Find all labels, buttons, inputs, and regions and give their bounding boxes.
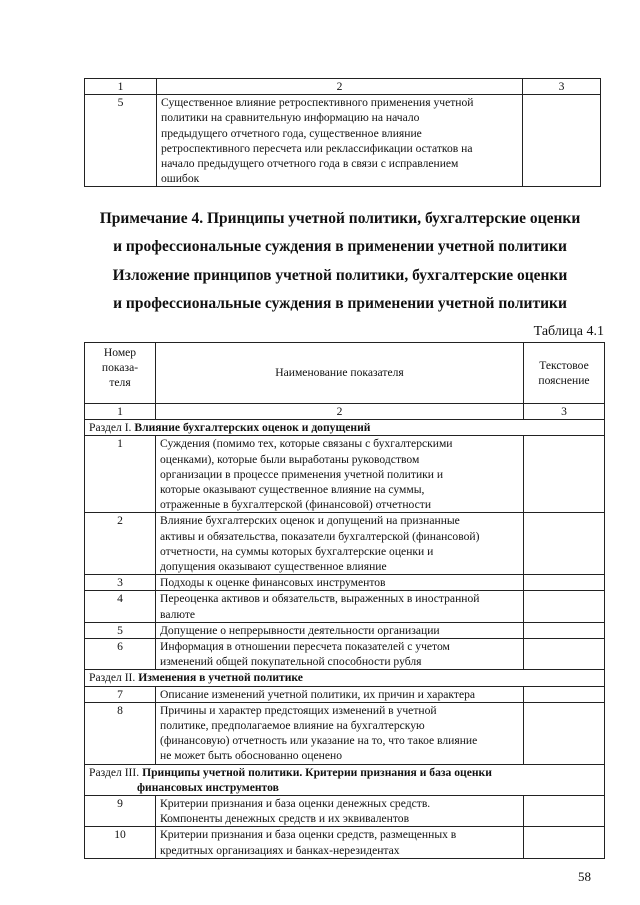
col-number-3: 3 — [523, 79, 601, 95]
row-text-line: начало предыдущего отчетного года в связи с исправлением — [161, 157, 459, 171]
row-number: 10 — [85, 827, 156, 858]
table-row — [85, 796, 605, 827]
col-number-1: 1 — [85, 79, 157, 95]
row-text-line: Критерии признания и база оценки средств, размещенных в — [160, 828, 457, 842]
table-row — [85, 827, 605, 858]
col-number-1: 1 — [85, 404, 156, 420]
row-text-line: Компоненты денежных средств и их эквивалентов — [160, 812, 410, 826]
table-row — [85, 95, 601, 187]
row-text-line: кредитных организациях и банках-нерезидентах — [160, 843, 400, 857]
table-row — [85, 702, 605, 764]
row-text-line: изменений общей покупательной способности рубля — [160, 655, 422, 669]
header-line: Номер — [103, 346, 137, 359]
row-text-line: Существенное влияние ретроспективного применения учетной — [161, 96, 474, 110]
row-text-line: валюте — [160, 607, 196, 621]
row-text-line: ошибок — [161, 172, 200, 186]
row-text-line: Информация в отношении пересчета показателей с учетом — [160, 640, 450, 654]
section-heading — [85, 764, 605, 795]
section-prefix: Раздел III. — [89, 765, 143, 779]
row-comment — [524, 702, 605, 764]
principles-table — [84, 342, 605, 859]
section-prefix: Раздел I. — [89, 421, 135, 435]
note-title — [60, 209, 620, 229]
col-number-2: 2 — [157, 79, 523, 95]
col-number-2: 2 — [156, 404, 524, 420]
table-row — [85, 686, 605, 702]
section-row — [85, 764, 605, 795]
row-number: 6 — [85, 639, 156, 670]
row-number: 1 — [85, 436, 156, 513]
row-comment — [524, 622, 605, 638]
note-title-line: Примечание 4. Принципы учетной политики, бухгалтерские оценки — [99, 210, 581, 227]
row-text-line: Влияние бухгалтерских оценок и допущений на признанные — [160, 514, 460, 528]
row-number: 4 — [85, 591, 156, 622]
section-heading — [85, 420, 605, 436]
table-row — [85, 639, 605, 670]
row-text — [156, 639, 524, 670]
row-text-line: активы и обязательства, показатели бухгалтерской (финансовой) — [160, 529, 480, 543]
row-text — [156, 513, 524, 575]
row-text-line: ретроспективного пересчета или реклассификации остатков на — [161, 141, 473, 155]
table-numbering-row — [85, 79, 601, 95]
table-numbering-row — [85, 404, 605, 420]
row-text-line: Допущение о непрерывности деятельности организации — [160, 623, 440, 637]
statement-title-line: Изложение принципов учетной политики, бухгалтерские оценки — [112, 267, 568, 284]
statement-title-line: и профессиональные суждения в применении учетной политики — [113, 295, 567, 312]
row-text — [156, 827, 524, 858]
section-prefix: Раздел II. — [89, 671, 139, 685]
table-row — [85, 436, 605, 513]
note-title-cont — [60, 237, 620, 257]
row-number: 2 — [85, 513, 156, 575]
row-text-line: Переоценка активов и обязательств, выраженных в иностранной — [160, 592, 480, 606]
row-comment — [524, 591, 605, 622]
header-line: пояснение — [538, 374, 590, 387]
row-number: 5 — [85, 622, 156, 638]
row-text-line: организации в процессе применения учетной политики и — [160, 467, 444, 481]
statement-title-cont — [60, 294, 620, 314]
table-row — [85, 513, 605, 575]
row-comment — [524, 513, 605, 575]
row-number: 8 — [85, 702, 156, 764]
row-text-line: оценками), которые были выработаны руководством — [160, 452, 420, 466]
header-text-explanation — [524, 343, 605, 404]
row-text-line: не может быть обоснованно оценено — [160, 749, 343, 763]
header-line: Текстовое — [539, 358, 589, 372]
header-line: теля — [109, 376, 131, 390]
col-number-3: 3 — [524, 404, 605, 420]
row-number: 3 — [85, 575, 156, 591]
row-text — [156, 702, 524, 764]
row-text — [156, 575, 524, 591]
row-text-line: которые оказывают существенное влияние на суммы, — [160, 483, 425, 497]
row-text-line: политике, предполагаемое влияние на бухгалтерскую — [160, 719, 425, 733]
row-comment — [524, 639, 605, 670]
row-number: 9 — [85, 796, 156, 827]
note-title-line: и профессиональные суждения в применении учетной политики — [113, 238, 567, 255]
row-number: 7 — [85, 686, 156, 702]
row-text — [157, 95, 523, 187]
row-text-line: (финансовую) отчетность или указание на то, что такое влияние — [160, 734, 478, 748]
section-title-cont: финансовых инструментов — [137, 780, 279, 794]
row-number: 5 — [85, 95, 157, 187]
table-caption: Таблица 4.1 — [533, 324, 604, 339]
row-text — [156, 686, 524, 702]
section-row — [85, 670, 605, 686]
page-number: 58 — [578, 869, 591, 884]
section-title: Изменения в учетной политике — [138, 671, 303, 685]
table-header-row — [85, 343, 605, 404]
row-text — [156, 436, 524, 513]
section-row — [85, 420, 605, 436]
statement-title — [60, 266, 620, 286]
table-row — [85, 622, 605, 638]
section-title: Принципы учетной политики. Критерии признания и база оценки — [142, 765, 492, 779]
row-comment — [524, 436, 605, 513]
row-text — [156, 796, 524, 827]
table-row — [85, 575, 605, 591]
continuation-table — [84, 78, 601, 187]
row-text — [156, 591, 524, 622]
header-line: показа- — [101, 361, 139, 375]
row-text-line: допущения оказывают существенное влияние — [160, 560, 387, 574]
section-heading — [85, 670, 605, 686]
row-comment — [524, 686, 605, 702]
row-text-line: отраженные в бухгалтерской (финансовой) отчетности — [160, 498, 432, 512]
row-text-line: Подходы к оценке финансовых инструментов — [160, 576, 386, 590]
row-text-line: Суждения (помимо тех, которые связаны с бухгалтерскими — [160, 437, 453, 451]
row-comment — [524, 575, 605, 591]
header-indicator-number — [85, 343, 156, 404]
table-row — [85, 591, 605, 622]
row-text-line: Причины и характер предстоящих изменений в учетной — [160, 703, 437, 717]
row-text-line: Описание изменений учетной политики, их причин и характера — [160, 687, 476, 701]
header-indicator-name: Наименование показателя — [156, 343, 524, 404]
section-title: Влияние бухгалтерских оценок и допущений — [134, 421, 371, 435]
row-text — [156, 622, 524, 638]
row-comment — [523, 95, 601, 187]
row-comment — [524, 796, 605, 827]
row-text-line: отчетности, на суммы которых бухгалтерские оценки и — [160, 544, 434, 558]
row-comment — [524, 827, 605, 858]
row-text-line: Критерии признания и база оценки денежных средств. — [160, 797, 431, 811]
row-text-line: предыдущего отчетного года, существенное влияние — [161, 126, 422, 140]
row-text-line: политики на сравнительную информацию на начало — [161, 111, 420, 125]
